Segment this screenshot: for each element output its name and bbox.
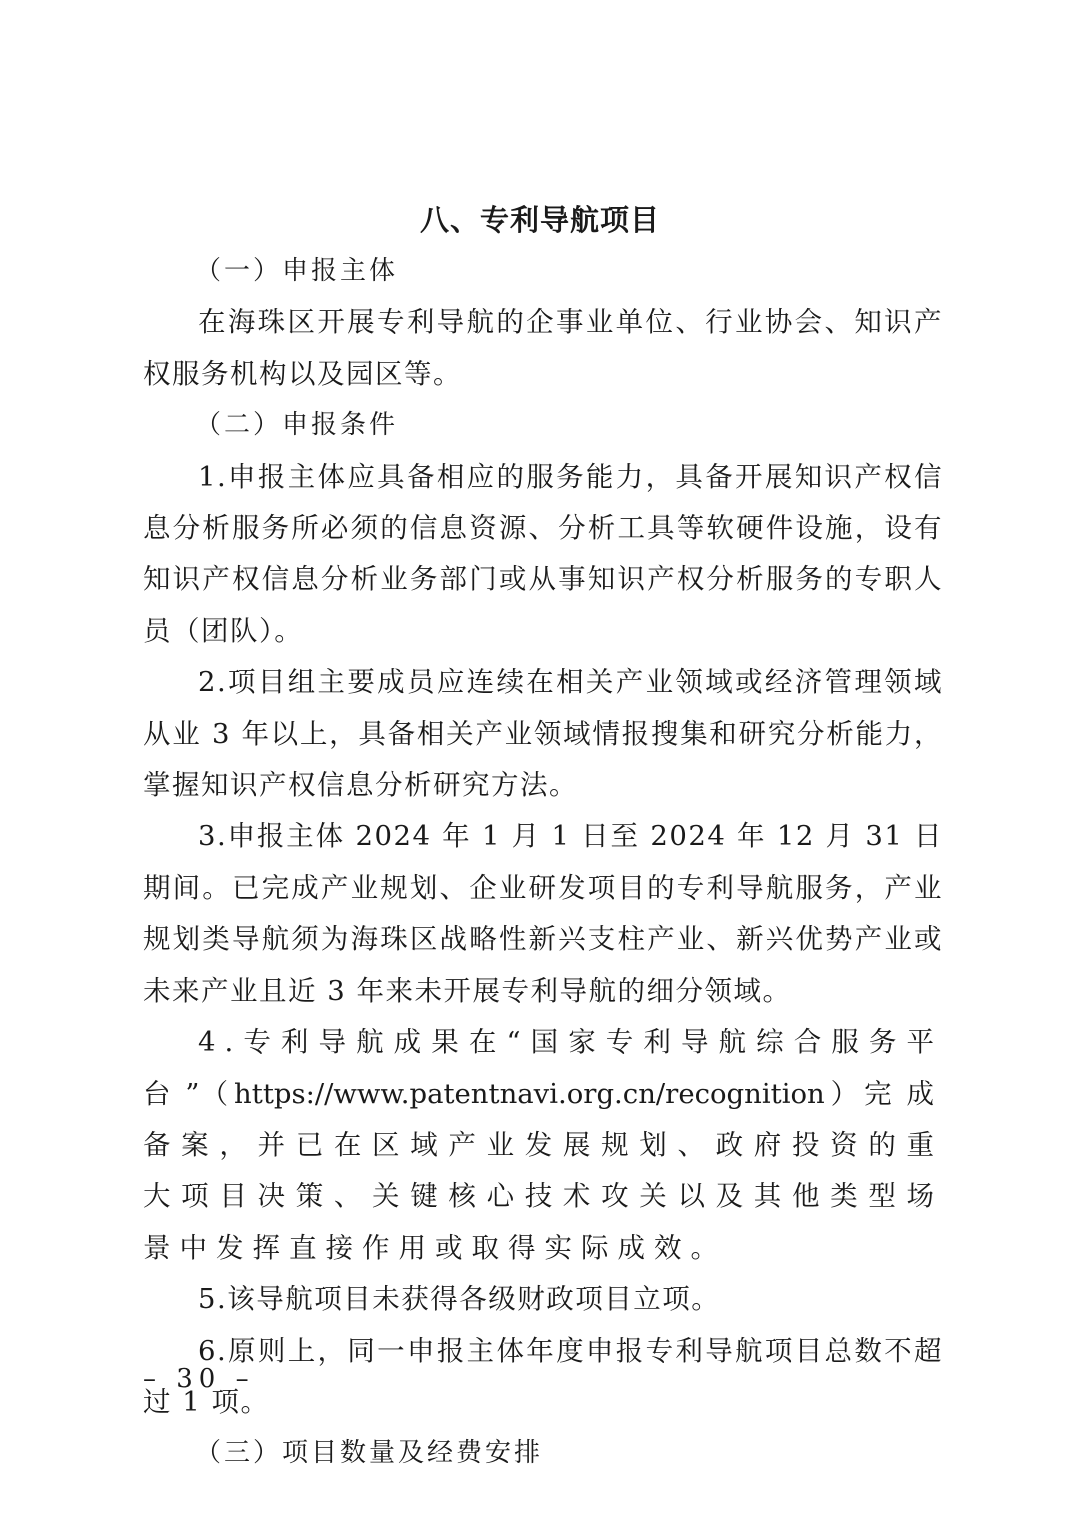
subheading-conditions: （二）申报条件 [195,410,399,441]
paragraph-applicant: 在海珠区开展专利导航的企事业单位、行业协会、知识产权服务机构以及园区等。 [143,306,943,390]
condition-item-5: 5.该导航项目未获得各级财政项目立项。 [198,1283,721,1316]
condition-item-6: 6.原则上，同一申报主体年度申报专利导航项目总数不超过 1 项。 [143,1334,943,1418]
document-body [143,246,943,1480]
condition-item-4-url: （https://www.patentnavi.org.cn/recognition） [208,1077,865,1110]
condition-item-2: 2.项目组主要成员应连续在相关产业领域或经济管理领域从业 3 年以上，具备相关产业领域情报搜集和研究分析能力，掌握知识产权信息分析研究方法。 [143,666,943,802]
subheading-applicant: （一）申报主体 [195,256,399,286]
condition-item-4-prefix: 4.专利导航成果在“国家专利导航综合服务平台” [143,1026,943,1110]
page-number: – 30 – [143,1364,255,1394]
condition-item-3: 3.申报主体 2024 年 1 月 1 日至 2024 年 12 月 31 日期间。已完成产业规划、企业研发项目的专利导航服务，产业规划类导航须为海珠区战略性新兴支柱产业、新兴优势产业或未来产业且近 3 年来未开展专利导航的细分领域。 [143,820,943,1007]
condition-item-1: 1.申报主体应具备相应的服务能力，具备开展知识产权信息分析服务所必须的信息资源、分析工具等软硬件设施，设有知识产权信息分析业务部门或从事知识产权分析服务的专职人员（团队）。 [143,460,943,647]
subheading-quantity-funding: （三）项目数量及经费安排 [195,1438,544,1469]
section-title: 八、专利导航项目 [419,203,660,237]
condition-item-4-suffix: 完成备案，并已在区域产业发展规划、政府投资的重大项目决策、关键核心技术攻关以及其他类型场景中发挥直接作用或取得实际成效。 [143,1077,944,1264]
condition-item-4 [143,1017,943,1274]
